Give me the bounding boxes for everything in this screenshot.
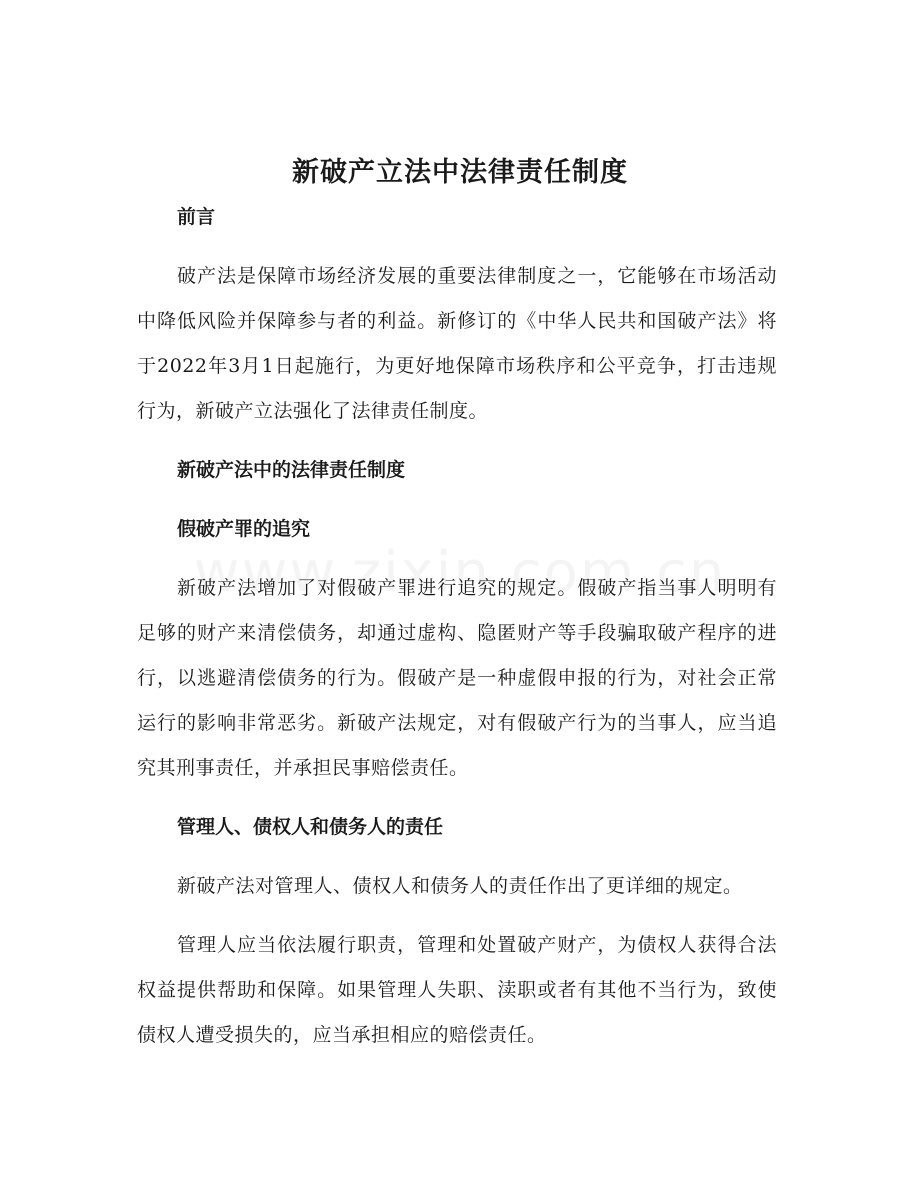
section-heading-fake-bankruptcy: 假破产罪的追究: [177, 518, 311, 540]
paragraph-preface: 破产法是保障市场经济发展的重要法律制度之一，它能够在市场活动中降低风险并保障参与者的利益。新修订的《中华人民共和国破产法》将于2022年3月1日起施行，为更好地保障市场秩序和公平竞争，打击违规行为，新破产立法强化了法律责任制度。: [137, 265, 777, 422]
document-title: 新破产立法中法律责任制度: [292, 157, 628, 188]
paragraph-manager-duty: 管理人应当依法履行职责，管理和处置破产财产，为债权人获得合法权益提供帮助和保障。如果管理人失职、渎职或者有其他不当行为，致使债权人遭受损失的，应当承担相应的赔偿责任。: [137, 934, 777, 1046]
section-heading-liability-system: 新破产法中的法律责任制度: [177, 459, 406, 481]
paragraph-fake-bankruptcy: 新破产法增加了对假破产罪进行追究的规定。假破产指当事人明明有足够的财产来清偿债务，却通过虚构、隐匿财产等手段骗取破产程序的进行，以逃避清偿债务的行为。假破产是一种虚假申报的行为，对社会正常运行的影响非常恶劣。新破产法规定，对有假破产行为的当事人，应当追究其刑事责任，并承担民事赔偿责任。: [137, 577, 777, 779]
document-body: [137, 195, 777, 1058]
section-heading-preface: 前言: [177, 206, 216, 228]
paragraph-parties-intro: 新破产法对管理人、债权人和债务人的责任作出了更详细的规定。: [177, 875, 743, 897]
section-heading-parties-responsibility: 管理人、债权人和债务人的责任: [177, 816, 444, 838]
